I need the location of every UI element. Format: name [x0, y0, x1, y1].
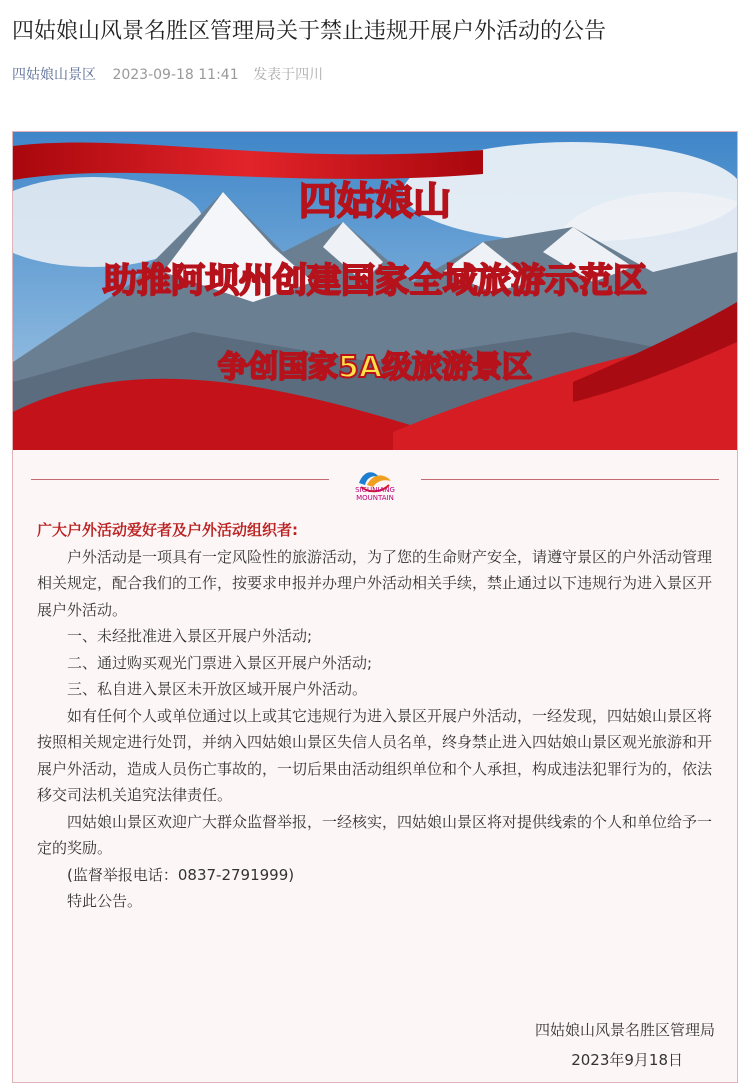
signing-date: 2023年9月18日 [571, 1051, 683, 1069]
divider-line-right [421, 479, 719, 480]
notice-paragraph-2: 如有任何个人或单位通过以上或其它违规行为进入景区开展户外活动，一经发现，四姑娘山景区将按照相关规定进行处罚，并纳入四姑娘山景区失信人员名单，终身禁止进入四姑娘山景区观光旅游和开展户外活动，造成人员伤亡事故的，一切后果由活动组织单位和个人承担，构成违法犯罪行为的，依法移交司法机关追究法律责任。 [37, 706, 713, 804]
notice-list-item: 二、通过购买观光门票进入景区开展户外活动; [67, 653, 373, 672]
article-title: 四姑娘山风景名胜区管理局关于禁止违规开展户外活动的公告 [12, 19, 607, 44]
notice-list-item: 一、未经批准进入景区开展户外活动; [67, 627, 313, 645]
notice-body [37, 517, 717, 915]
hotline-text: (监督举报电话：0837-2791999) [67, 865, 295, 884]
signature-block [535, 1015, 715, 1075]
divider-line-left [31, 479, 329, 480]
logo-caption: SIGUNIANG MOUNTAIN [355, 486, 395, 502]
mountain-banner-graphic [13, 132, 737, 450]
publish-location: 发表于四川 [253, 67, 324, 83]
publish-time: 2023-09-18 11:41 [112, 67, 239, 83]
banner-line2: 助推阿坝州创建国家全域旅游示范区 [103, 261, 647, 301]
signing-organization: 四姑娘山风景名胜区管理局 [534, 1021, 715, 1039]
notice-paragraph-1: 户外活动是一项具有一定风险性的旅游活动，为了您的生命财产安全，请遵守景区的户外活动管理相关规定，配合我们的工作，按要求申报并办理户外活动相关手续，禁止通过以下违规行为进入景区开展户外活动。 [37, 547, 713, 619]
banner-line1: 四姑娘山 [298, 179, 452, 223]
notice-paragraph-3: 四姑娘山景区欢迎广大群众监督举报，一经核实，四姑娘山景区将对提供线索的个人和单位给予一定的奖励。 [37, 812, 713, 857]
article-meta [12, 64, 323, 84]
closing-text: 特此公告。 [67, 892, 143, 910]
source-account-link[interactable]: 四姑娘山景区 [12, 67, 96, 83]
banner-image [13, 132, 737, 450]
notice-poster [12, 131, 738, 1083]
logo-divider [13, 460, 737, 500]
notice-greeting: 广大户外活动爱好者及户外活动组织者: [37, 521, 299, 539]
notice-list-item: 三、私自进入景区未开放区域开展户外活动。 [67, 680, 368, 698]
banner-line3: 争创国家5A级旅游景区 [217, 350, 533, 385]
